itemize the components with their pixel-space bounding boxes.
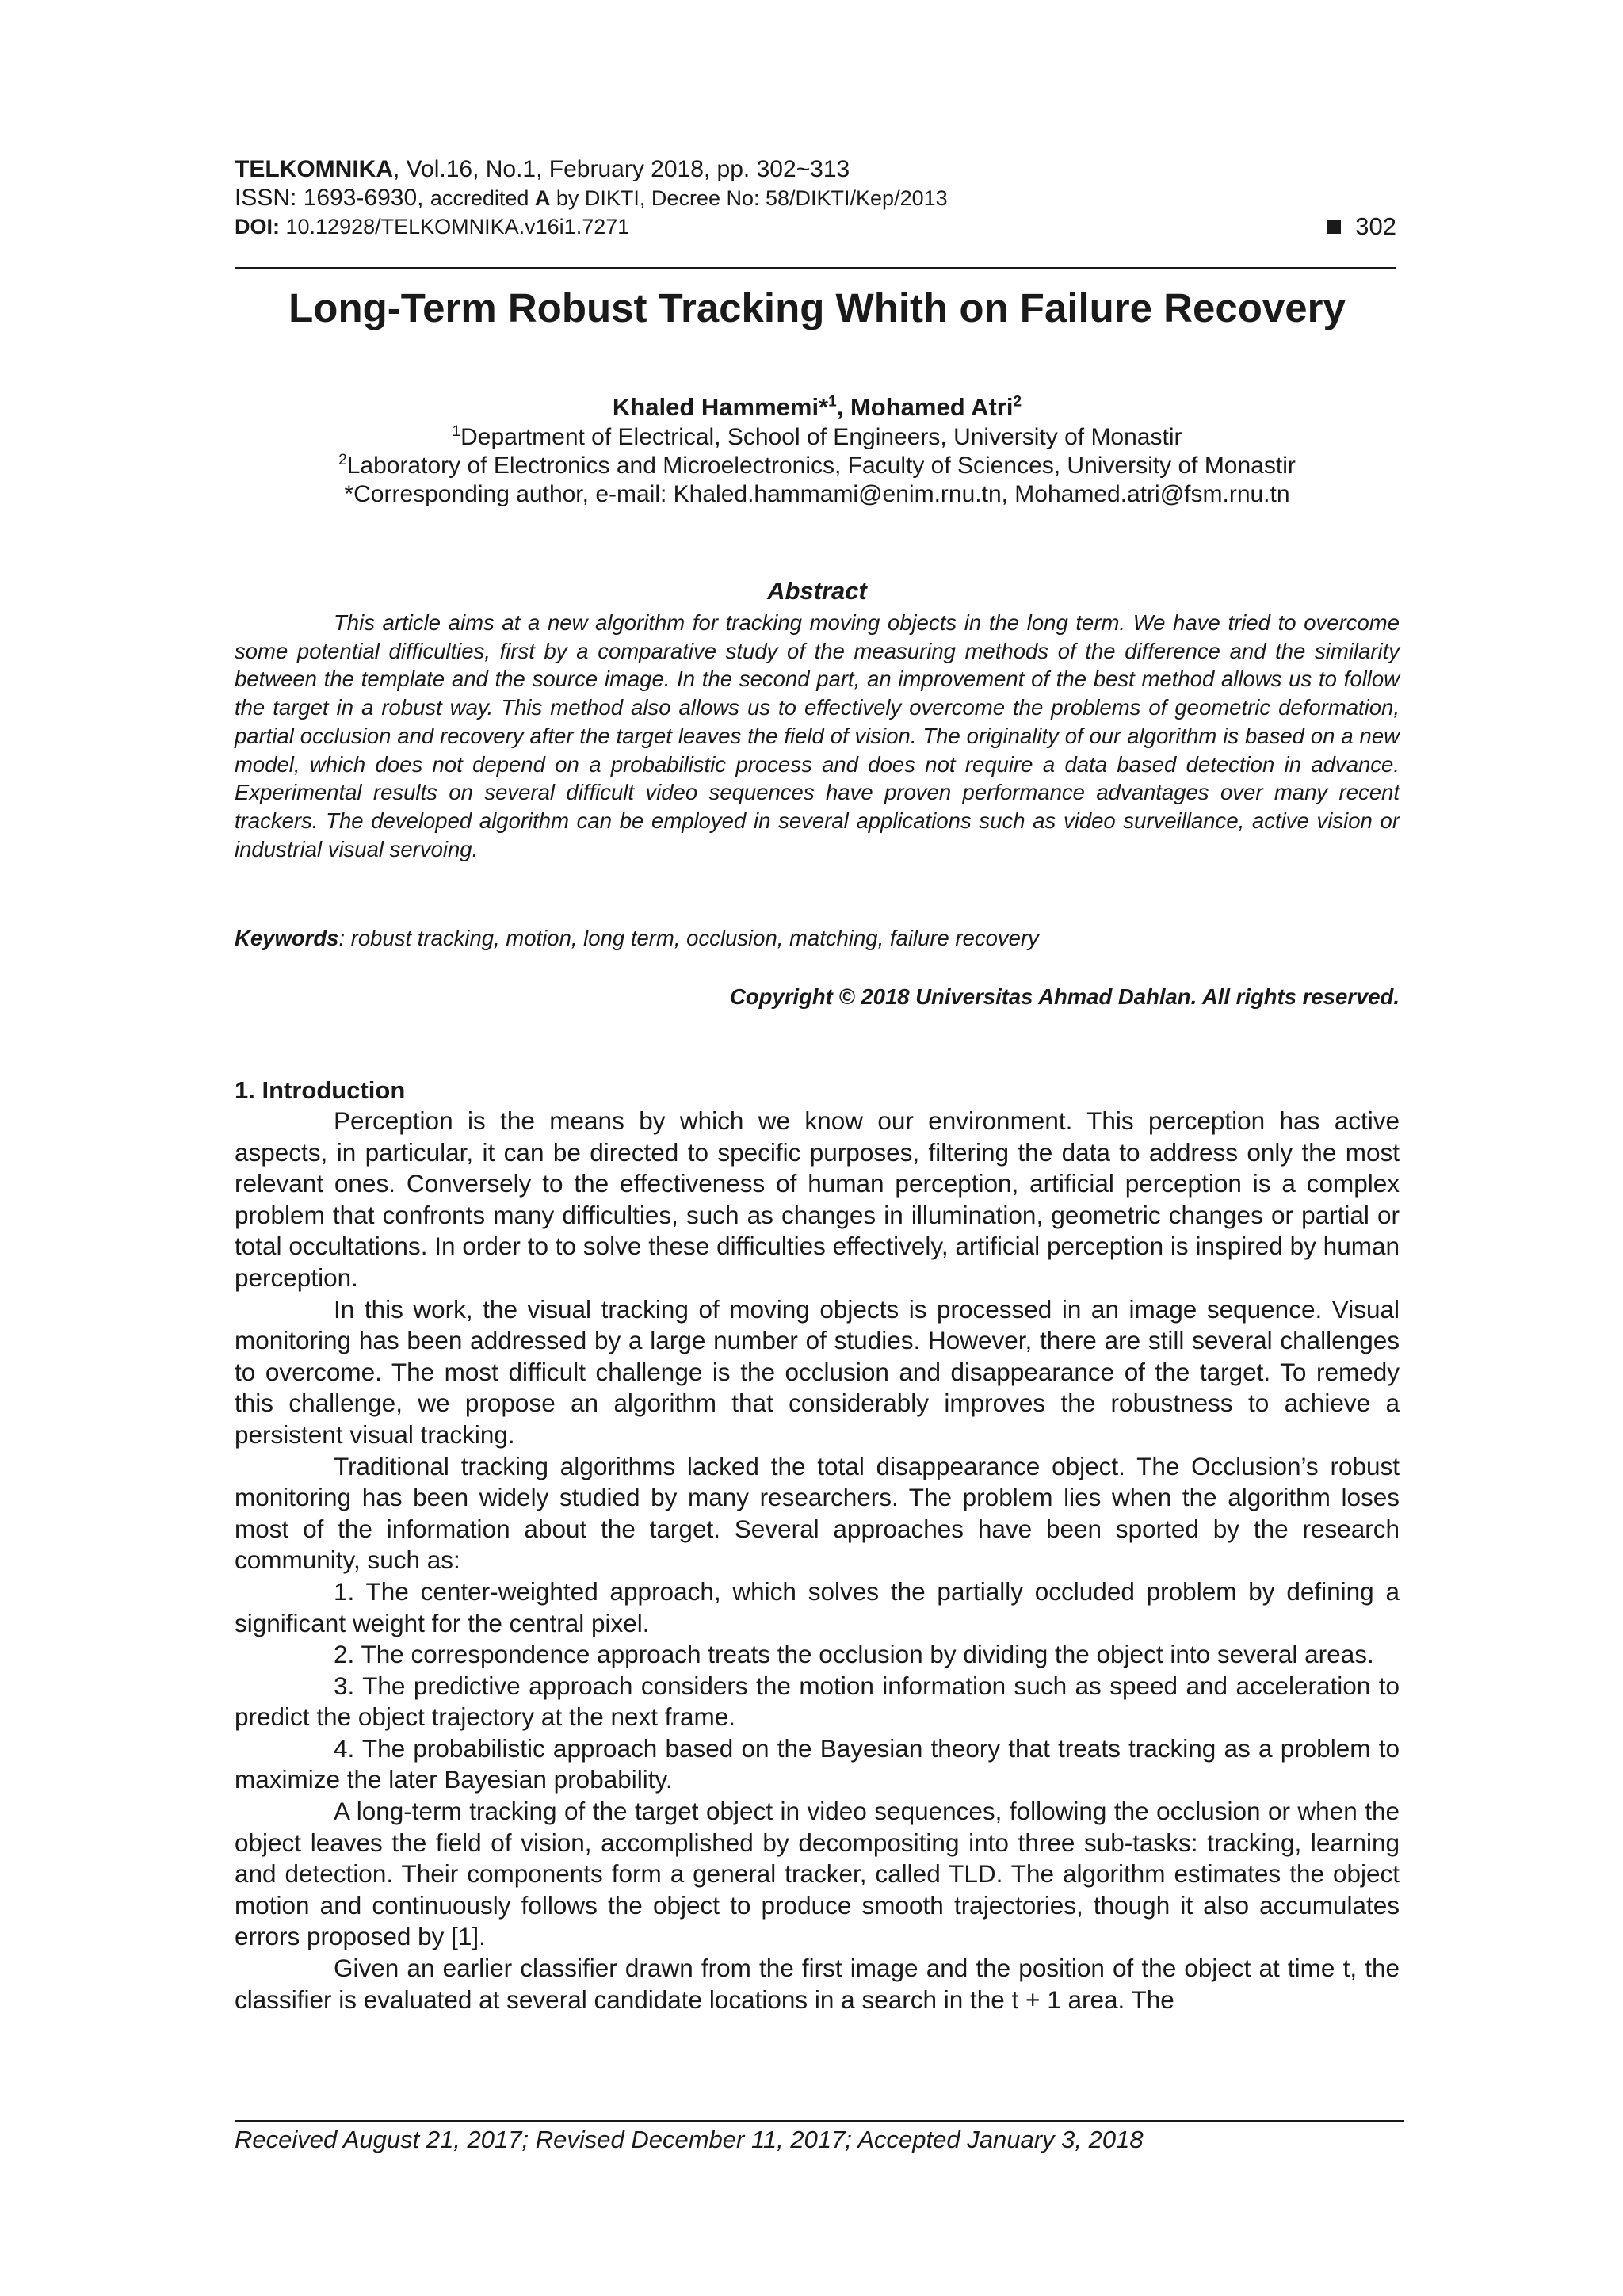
journal-header xyxy=(235,155,1400,241)
keywords xyxy=(235,924,1400,953)
footer-divider xyxy=(235,2120,1404,2122)
keywords-text: : robust tracking, motion, long term, occlusion, matching, failure recovery xyxy=(338,926,1039,950)
body-paragraph: Given an earlier classifier drawn from the first image and the position of the object at time t, the classifier is evaluated at several candidate locations in a search in the t + 1 area. The xyxy=(235,1954,1400,2014)
accredited-details: by DIKTI, Decree No: 58/DIKTI/Kep/2013 xyxy=(550,186,948,210)
received-dates: Received August 21, 2017; Revised December 11, 2017; Accepted January 3, 2018 xyxy=(235,2126,1144,2153)
journal-citation-line xyxy=(235,155,1400,184)
doi-value: 10.12928/TELKOMNIKA.v16i1.7271 xyxy=(285,215,630,239)
affiliation-1-text: Department of Electrical, School of Engineers, University of Monastir xyxy=(460,424,1182,450)
body-paragraph: Traditional tracking algorithms lacked the total disappearance object. The Occlusion’s robust monitoring has been widely studied by many researchers. The problem lies when the algorithm loses most of the information about the target. Several approaches have been sported by the research community, such as: xyxy=(235,1451,1400,1575)
page-number: 302 xyxy=(1355,212,1396,240)
affiliation-1-sup: 1 xyxy=(452,423,461,440)
affiliation-2-sup: 2 xyxy=(338,452,347,468)
copyright-notice: Copyright © 2018 Universitas Ahmad Dahlan. All rights reserved. xyxy=(729,984,1400,1009)
journal-name: TELKOMNIKA xyxy=(235,156,393,182)
affiliation-2-text: Laboratory of Electronics and Microelectronics, Faculty of Sciences, University of Monastir xyxy=(346,453,1296,479)
list-item: 1. The center-weighted approach, which solves the partially occluded problem by defining a significant weight for the central pixel. xyxy=(235,1576,1400,1637)
abstract-text: This article aims at a new algorithm for tracking moving objects in the long term. We have tried to overcome some potential difficulties, first by a comparative study of the measuring methods of the difference and the similarity between the template and the source image. In the second part, an improvement of the best method allows us to follow the target in a robust way. This method also allows us to effectively overcome the problems of geometric deformation, partial occlusion and recovery after the target leaves the field of vision. The originality of our algorithm is based on a new model, which does not depend on a probabilistic process and does not require a data based detection in advance. Experimental results on several difficult video sequences have proven performance advantages over many recent trackers. The developed algorithm can be employed in several applications such as video surveillance, active vision or industrial visual servoing. xyxy=(235,610,1400,861)
accredited-text: accredited xyxy=(430,186,535,210)
keywords-label: Keywords xyxy=(235,926,339,950)
body-paragraph: A long-term tracking of the target object in video sequences, following the occlusion or when the object leaves the field of vision, accomplished by decompositing into three sub-tasks: tracking, learning and detection. Their components form a general tracker, called TLD. The algorithm estimates the object motion and continuously follows the object to produce smooth trajectories, though it also accumulates errors proposed by [1]. xyxy=(235,1797,1400,1951)
author-1: Khaled Hammemi* xyxy=(612,393,829,421)
header-divider xyxy=(235,267,1396,269)
introduction-body xyxy=(235,1106,1400,2015)
doi-line xyxy=(235,212,1400,241)
affiliation-1 xyxy=(235,423,1400,452)
author-separator: , xyxy=(836,393,850,421)
author-2-sup: 2 xyxy=(1013,393,1022,411)
page-number-block xyxy=(1327,212,1400,241)
corresponding-author: *Corresponding author, e-mail: Khaled.hammami@enim.rnu.tn, Mohamed.atri@fsm.rnu.tn xyxy=(344,481,1290,507)
black-square-icon xyxy=(1327,220,1341,234)
section-heading-introduction: 1. Introduction xyxy=(235,1076,406,1104)
paper-title: Long-Term Robust Tracking Whith on Failure Recovery xyxy=(288,285,1346,330)
author-names xyxy=(235,392,1400,423)
list-item: 4. The probabilistic approach based on the Bayesian theory that treats tracking as a problem to maximize the later Bayesian probability. xyxy=(235,1733,1400,1794)
author-block xyxy=(235,392,1400,509)
issn-line xyxy=(235,184,1400,212)
list-item: 3. The predictive approach considers the motion information such as speed and acceleration to predict the object trajectory at the next frame. xyxy=(235,1671,1400,1732)
body-paragraph: In this work, the visual tracking of moving objects is processed in an image sequence. Visual monitoring has been addressed by a large number of studies. However, there are still several challenges to overcome. The most difficult challenge is the occlusion and disappearance of the target. To remedy this challenge, we propose an algorithm that considerably improves the robustness to achieve a persistent visual tracking. xyxy=(235,1294,1400,1449)
author-2: Mohamed Atri xyxy=(850,393,1014,421)
body-paragraph: Perception is the means by which we know our environment. This perception has active aspects, in particular, it can be directed to specific purposes, filtering the data to address only the most relevant ones. Conversely to the effectiveness of human perception, artificial perception is a complex problem that confronts many difficulties, such as changes in illumination, geometric changes or partial or total occultations. In order to to solve these difficulties effectively, artificial perception is inspired by human perception. xyxy=(235,1106,1400,1292)
author-1-sup: 1 xyxy=(828,393,837,411)
list-item: 2. The correspondence approach treats the occlusion by dividing the object into several areas. xyxy=(334,1640,1374,1669)
doi-label: DOI: xyxy=(235,215,286,239)
affiliation-2 xyxy=(235,452,1400,480)
journal-details: , Vol.16, No.1, February 2018, pp. 302~313 xyxy=(392,156,850,182)
abstract-heading: Abstract xyxy=(767,577,867,605)
issn-label: ISSN: 1693-6930, xyxy=(235,185,430,211)
accredited-grade: A xyxy=(534,186,551,210)
